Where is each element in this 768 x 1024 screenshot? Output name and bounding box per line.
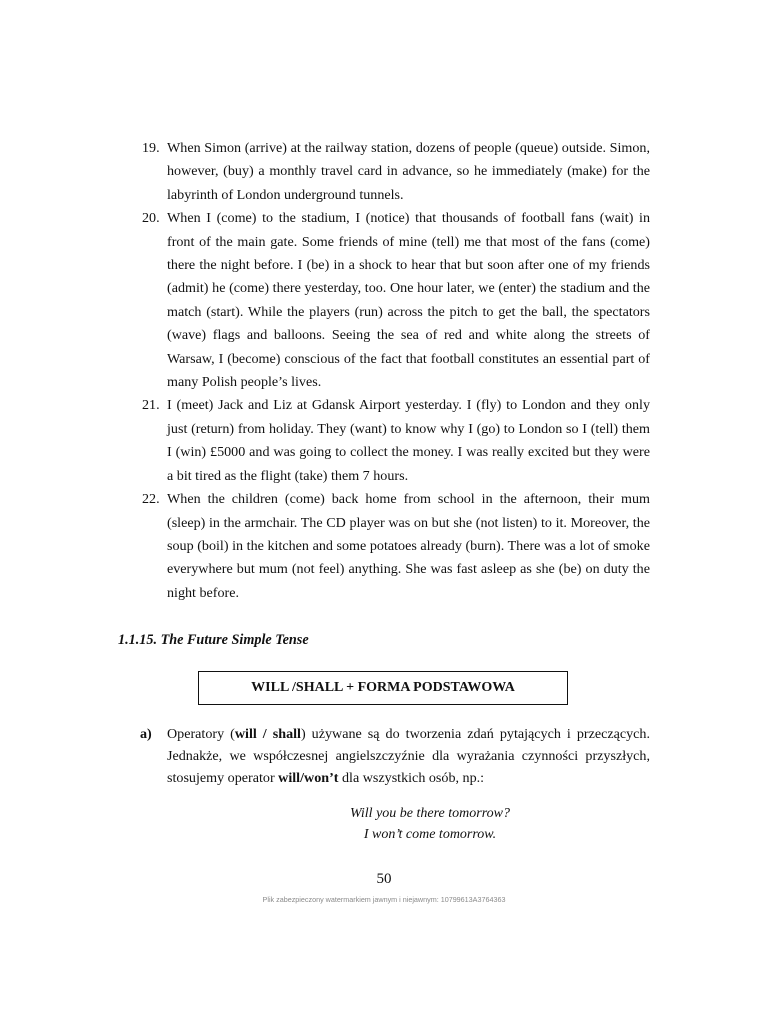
rule-text-part: ) używane są do tworzenia zdań pytających i przeczących. Jednakże, we współczesnej angielszczyźnie dla wyrażania czynności przyszłych, stosujemy operator <box>167 726 651 787</box>
rule-bold-term: will/won’t <box>278 770 339 787</box>
formula-box <box>198 671 568 705</box>
watermark-text: Plik zabezpieczony watermarkiem jawnym i niejawnym: 10799613A3764363 <box>262 895 506 904</box>
exercise-item-21 <box>136 394 650 488</box>
exercise-item-22 <box>136 488 650 605</box>
exercise-text: When the children (come) back home from school in the afternoon, their mum (sleep) in the armchair. The CD player was on but she (not listen) to it. Moreover, the soup (boil) in the kitchen and some potatoes already (burn). There was a lot of smoke everywhere but mum (not feel) anything. She was fast asleep as she (be) on duty the night before. <box>167 491 650 601</box>
exercise-item-20 <box>136 207 650 394</box>
example-sentence: I won’t come tomorrow. <box>363 827 497 842</box>
exercise-number: 22. <box>142 491 160 508</box>
rule-paragraph <box>140 723 650 790</box>
page-number: 50 <box>376 871 392 887</box>
formula-text: WILL /SHALL + FORMA PODSTAWOWA <box>251 680 515 695</box>
rule-marker: a) <box>140 726 152 742</box>
section-heading: 1.1.15. The Future Simple Tense <box>118 632 309 648</box>
exercise-text: I (meet) Jack and Liz at Gdansk Airport yesterday. I (fly) to London and they only just (return) from holiday. They (want) to know why I (go) to London so I (tell) them I (win) £5000 and was going to collect the money. I was really excited but they were a bit tired as the flight (take) them 7 hours. <box>167 397 650 484</box>
rule-text-part: dla wszystkich osób, np.: <box>338 770 485 787</box>
exercise-number: 20. <box>142 210 160 227</box>
exercise-list <box>136 137 650 605</box>
exercise-text: When Simon (arrive) at the railway station, dozens of people (queue) outside. Simon, however, (buy) a monthly travel card in advance, so he immediately (make) for the labyrinth of London underground tunnels. <box>167 140 650 203</box>
rule-text-part: Operatory ( <box>167 726 235 742</box>
exercise-number: 19. <box>142 140 160 156</box>
rule-text <box>140 723 650 790</box>
exercise-text: When I (come) to the stadium, I (notice) that thousands of football fans (wait) in front of the main gate. Some friends of mine (tell) me that most of the fans (come) there the night before. I (be) in a shock to hear that but soon after one of my friends (admit) he (come) there yesterday, too. One hour later, we (enter) the stadium and the match (start). While the players (run) across the pitch to get the ball, the spectators (wave) flags and balloons. Seeing the sea of red and white along the streets of Warsaw, I (become) conscious of the fact that football constitutes an essential part of many Polish people’s lives. <box>167 210 650 391</box>
example-sentences <box>300 803 560 845</box>
rule-bold-term: will / shall <box>234 726 301 742</box>
example-sentence: Will you be there tomorrow? <box>350 806 510 821</box>
exercise-item-19 <box>136 137 650 207</box>
exercise-number: 21. <box>142 397 160 414</box>
